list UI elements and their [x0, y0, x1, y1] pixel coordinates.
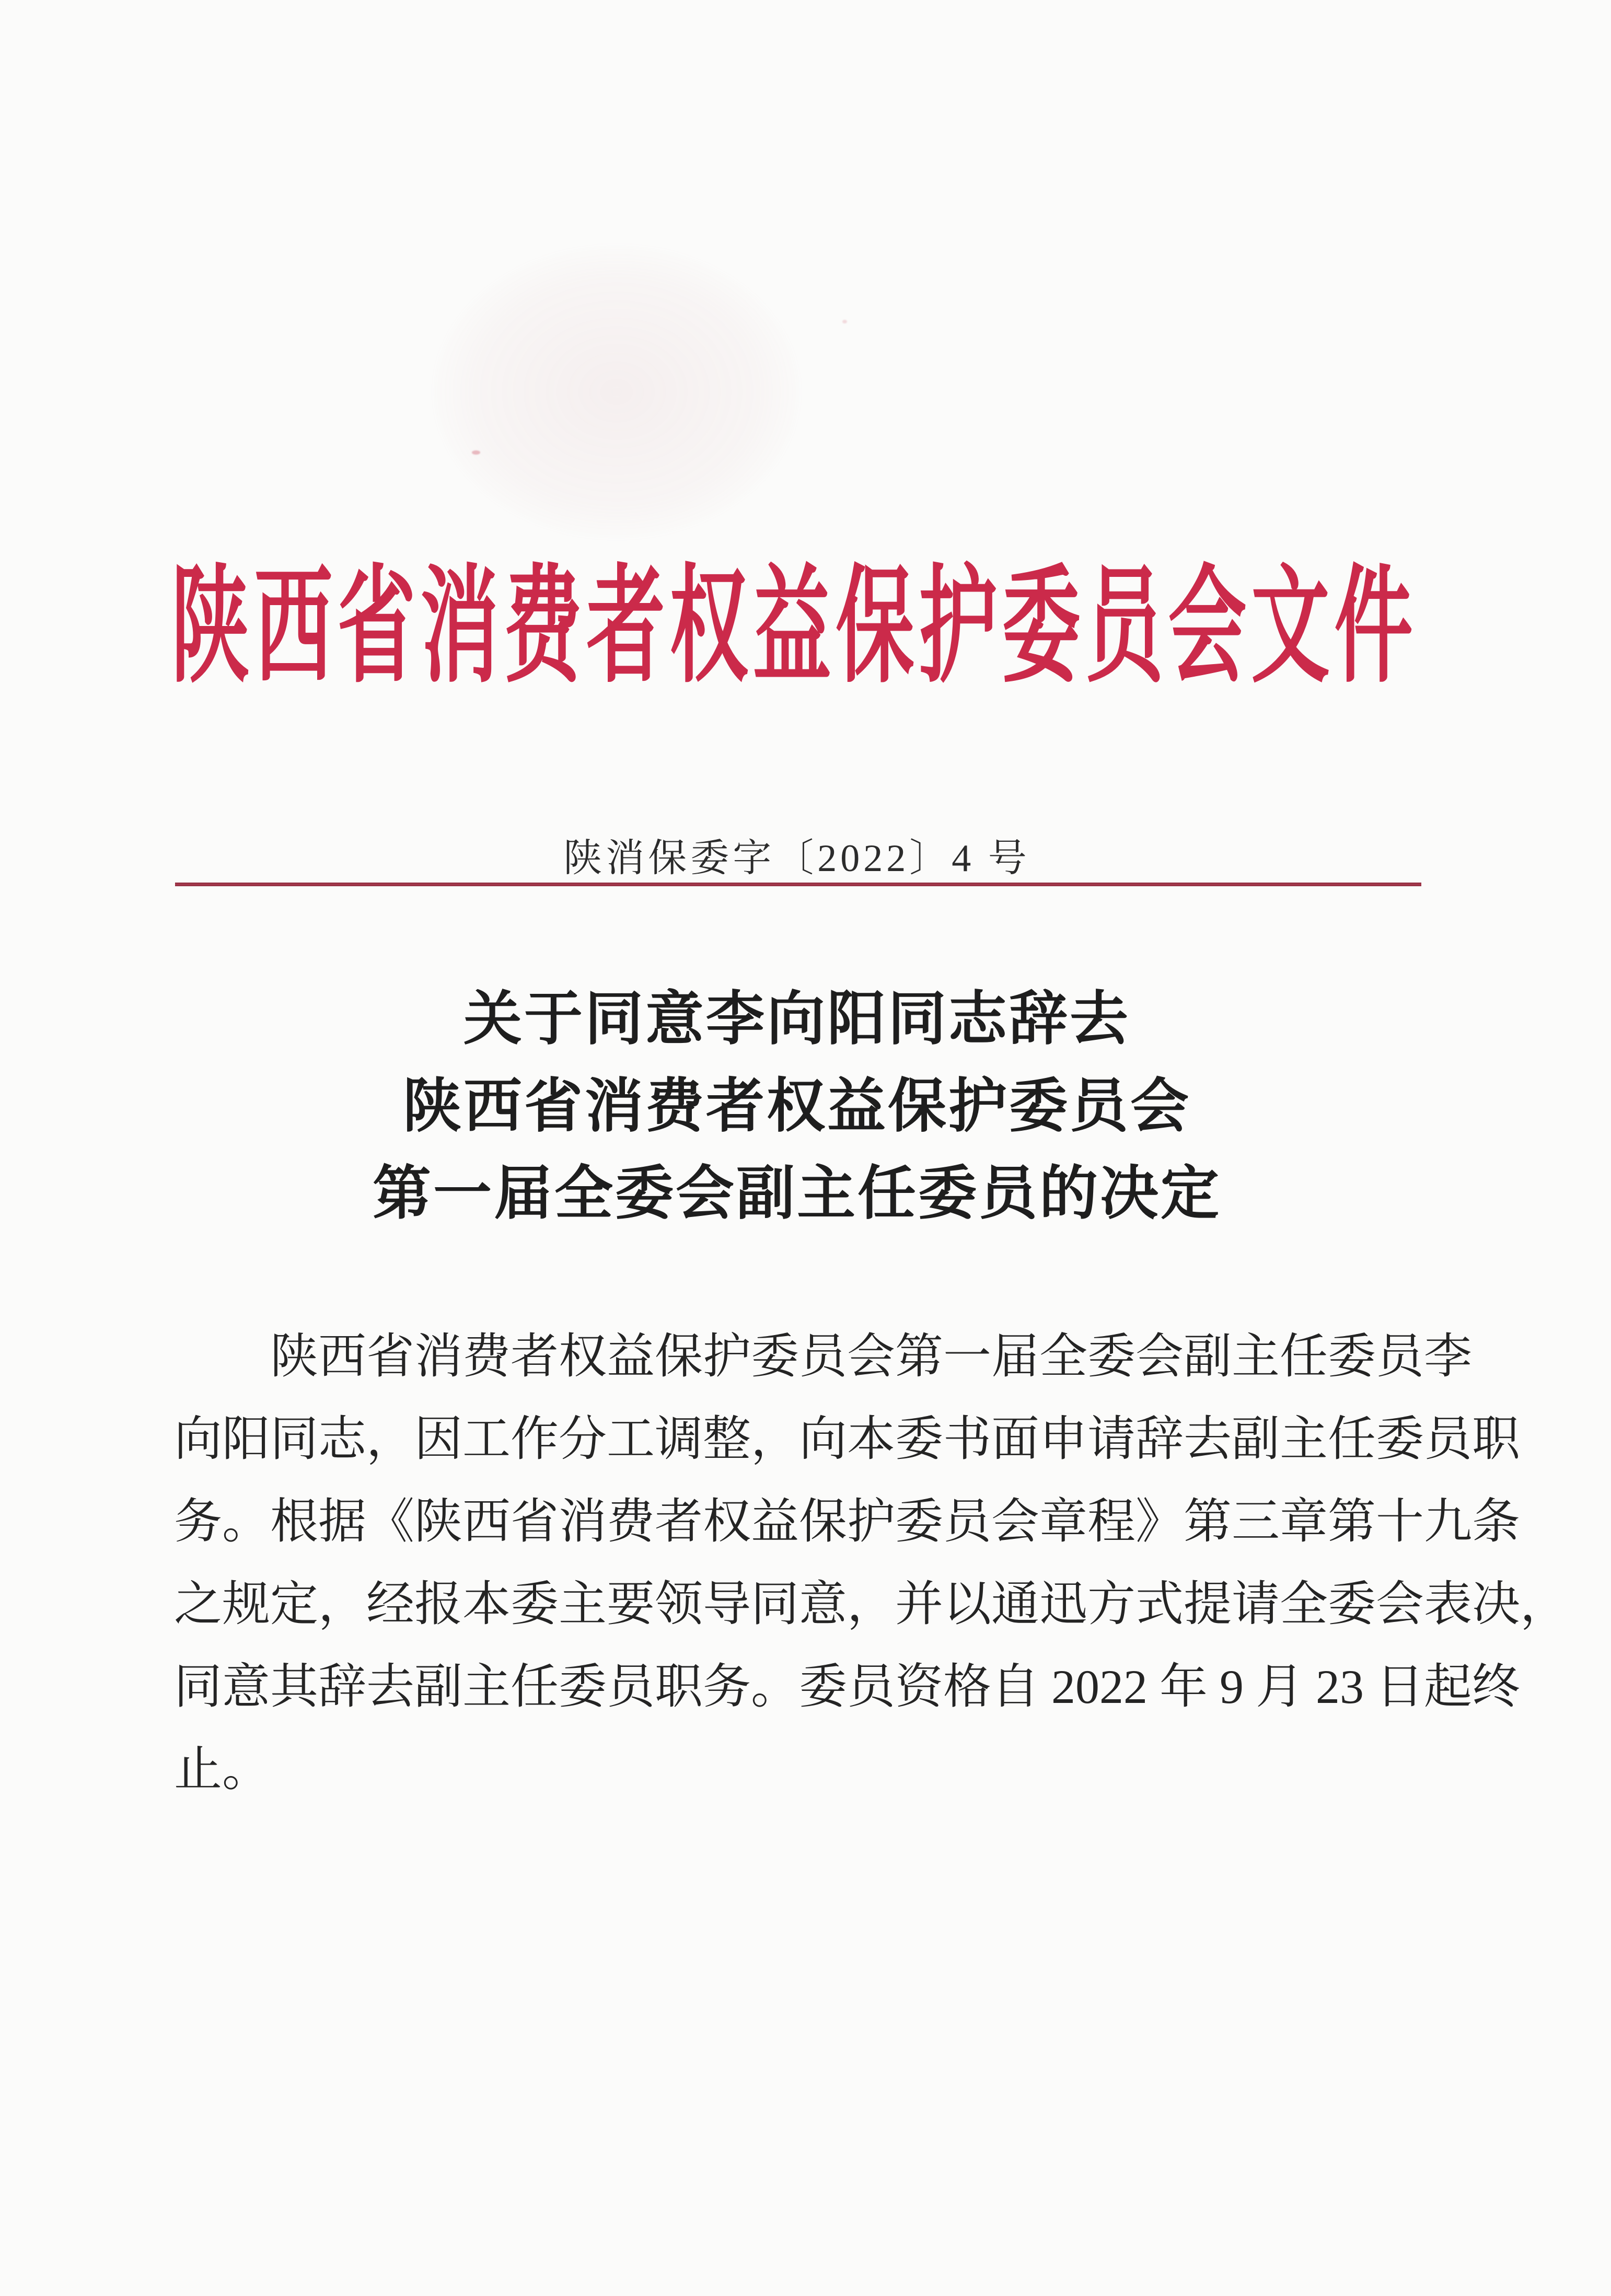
- document-title: [172, 976, 1421, 1238]
- body-line-1: 陕西省消费者权益保护委员会第一届全委会副主任委员李: [270, 1330, 1473, 1383]
- document-title-line-3: 第一届全委会副主任委员的决定: [373, 1162, 1221, 1226]
- document-body: [174, 1315, 1569, 1811]
- red-header-banner-title: 陕西省消费者权益保护委员会文件: [171, 557, 1418, 698]
- body-line-2: 向阳同志，因工作分工调整，向本委书面申请辞去副主任委员职: [174, 1412, 1521, 1466]
- red-divider-line: [175, 883, 1421, 886]
- body-line-5: 同意其辞去副主任委员职务。委员资格自 2022 年 9 月 23 日起终: [174, 1660, 1521, 1713]
- scan-speck: [842, 320, 847, 323]
- document-title-line-2: 陕西省消费者权益保护委员会: [403, 1074, 1191, 1139]
- scan-speck: [472, 450, 480, 455]
- body-line-6: 止。: [174, 1743, 271, 1796]
- body-line-3: 务。根据《陕西省消费者权益保护委员会章程》第三章第十九条: [174, 1495, 1521, 1548]
- document-title-line-1: 关于同意李向阳同志辞去: [463, 987, 1130, 1052]
- body-line-4: 之规定，经报本委主要领导同意，并以通迅方式提请全委会表决，: [174, 1578, 1569, 1631]
- faint-seal-ghost: [434, 246, 799, 538]
- doc-reference-number: 陕消保委字〔2022〕4 号: [563, 837, 1030, 880]
